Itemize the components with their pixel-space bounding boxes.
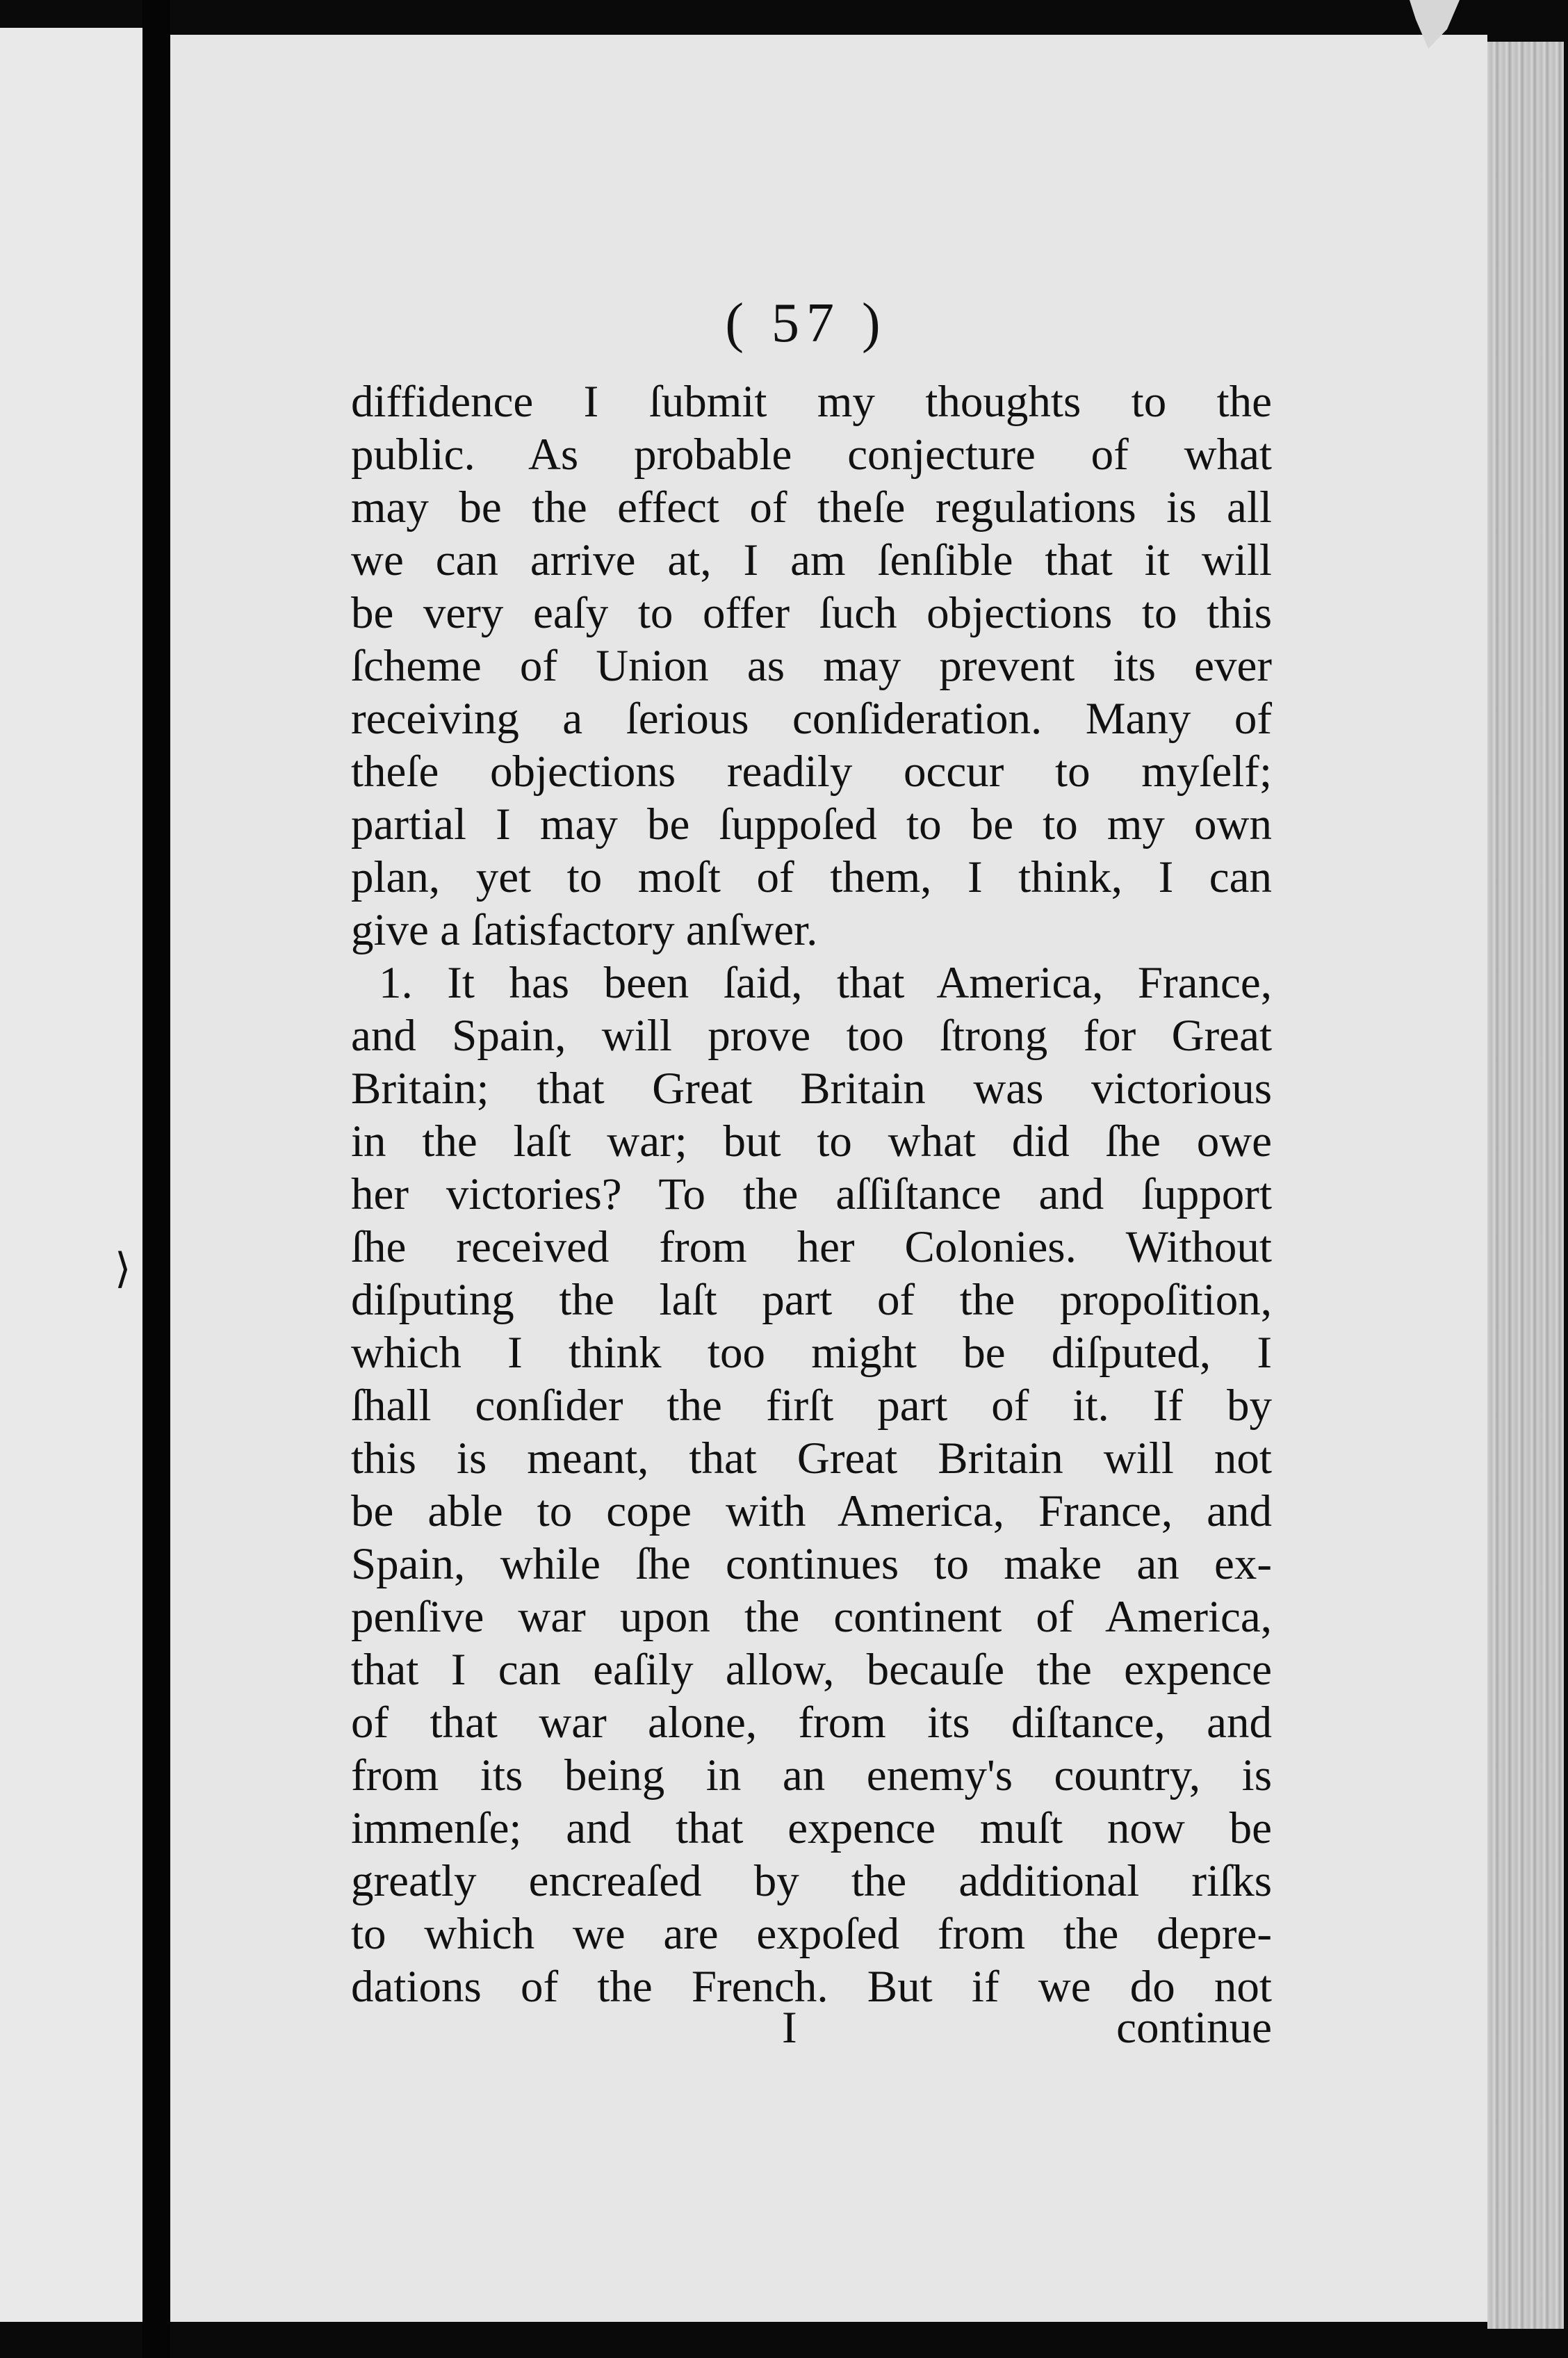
catchword: continue: [1116, 2003, 1272, 2053]
left-page-edge: [0, 28, 142, 2322]
text-line: give a ſatisfactory anſwer.: [351, 905, 818, 955]
text-line: of that war alone, from its diſtance, and: [351, 1698, 1272, 1748]
text-line: receiving a ſerious conſideration. Many of: [351, 694, 1272, 744]
page-number-header: ( 57 ): [725, 293, 888, 354]
text-line: 1. It has been ſaid, that America, France,: [379, 958, 1272, 1008]
body-text: [351, 375, 1272, 2013]
text-line: theſe objections readily occur to myſelf;: [351, 747, 1272, 797]
text-line: from its being in an enemy's country, is: [351, 1750, 1272, 1800]
text-line: this is meant, that Great Britain will not: [351, 1433, 1272, 1483]
text-line: public. As probable conjecture of what: [351, 430, 1272, 480]
text-line: be very eaſy to offer ſuch objections to this: [351, 588, 1272, 638]
text-line: that I can eaſily allow, becauſe the expence: [351, 1645, 1272, 1695]
text-line: ſhe received from her Colonies. Without: [351, 1222, 1272, 1272]
text-line: may be the effect of theſe regulations is all: [351, 482, 1272, 532]
text-line: plan, yet to moſt of them, I think, I can: [351, 852, 1272, 902]
text-line: ſhall conſider the firſt part of it. If by: [351, 1381, 1272, 1431]
text-line: diſputing the laſt part of the propoſition,: [351, 1275, 1272, 1325]
text-line: ſcheme of Union as may prevent its ever: [351, 641, 1272, 691]
page-footer: [351, 2002, 1272, 2058]
text-line: diffidence I ſubmit my thoughts to the: [351, 377, 1272, 427]
margin-mark: ⟩: [115, 1246, 131, 1292]
text-line: we can arrive at, I am ſenſible that it will: [351, 535, 1272, 585]
text-line: in the laſt war; but to what did ſhe owe: [351, 1116, 1272, 1166]
text-line: Spain, while ſhe continues to make an ex-: [351, 1539, 1272, 1589]
text-line: be able to cope with America, France, and: [351, 1486, 1272, 1536]
text-line: immenſe; and that expence muſt now be: [351, 1803, 1272, 1853]
page-stack-edge: [1487, 42, 1564, 2329]
text-line: dations of the French. But if we do not: [351, 1962, 1272, 2012]
text-line: partial I may be ſuppoſed to be to my own: [351, 799, 1272, 849]
text-line: greatly encreaſed by the additional riſks: [351, 1856, 1272, 1906]
book-gutter: [142, 0, 170, 2358]
text-line: which I think too might be diſputed, I: [351, 1328, 1272, 1378]
text-line: Britain; that Great Britain was victorious: [351, 1064, 1272, 1114]
text-line: her victories? To the aſſiſtance and ſupport: [351, 1169, 1272, 1219]
text-line: penſive war upon the continent of America,: [351, 1592, 1272, 1642]
signature-mark: I: [782, 2003, 797, 2053]
text-line: and Spain, will prove too ſtrong for Great: [351, 1011, 1272, 1061]
text-line: to which we are expoſed from the depre-: [351, 1909, 1272, 1959]
